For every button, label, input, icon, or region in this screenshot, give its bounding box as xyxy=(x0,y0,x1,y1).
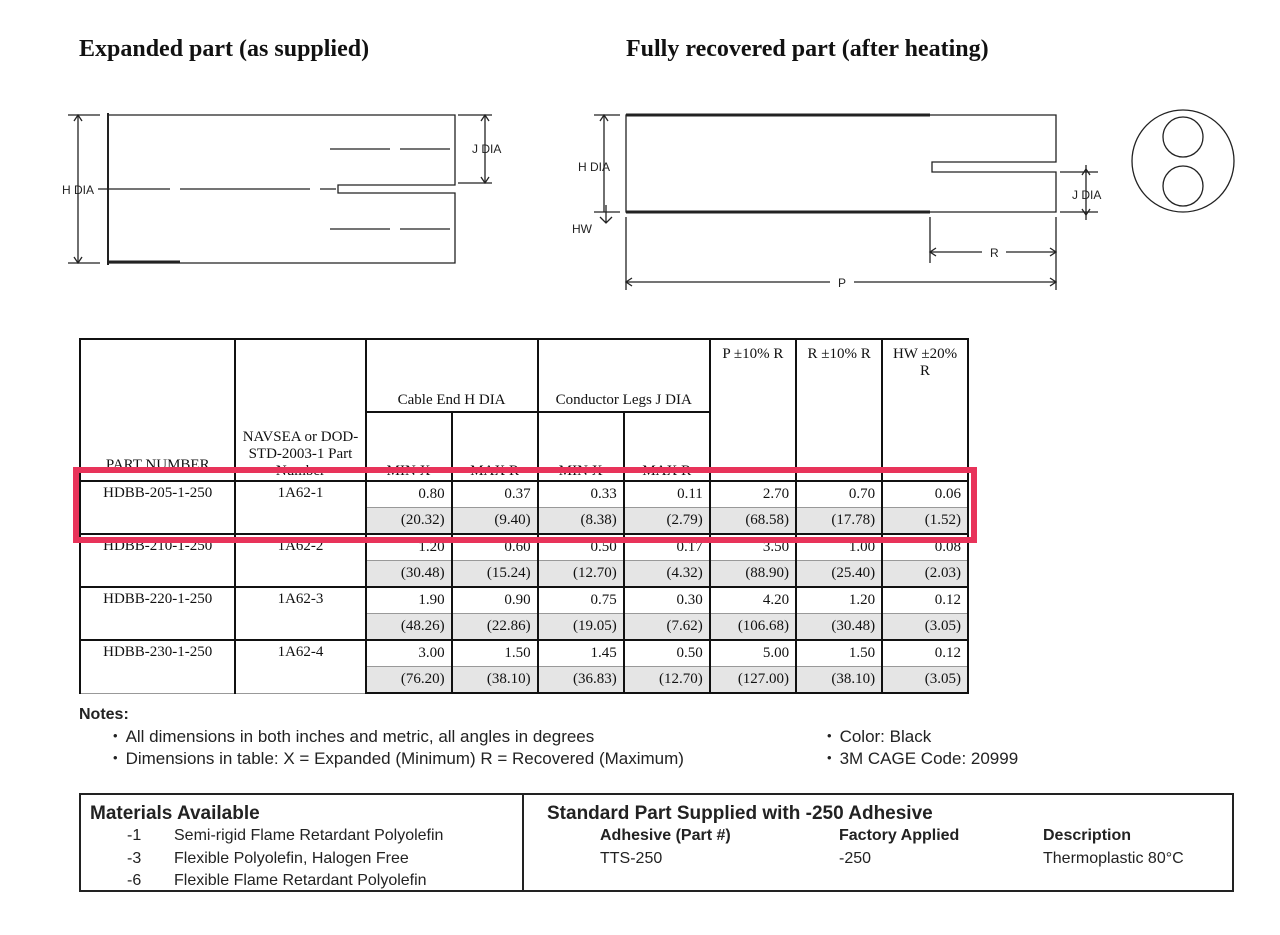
metric-value-cell: (12.70) xyxy=(538,561,624,588)
factory-value: -250 xyxy=(839,850,872,867)
metric-value-cell: (48.26) xyxy=(366,614,452,641)
part-number-cell: HDBB-220-1-250 xyxy=(80,587,235,640)
material-desc: Flexible Flame Retardant Polyolefin xyxy=(174,872,427,889)
inch-value-cell: 0.90 xyxy=(452,587,538,614)
j-dia-label-recovered: J DIA xyxy=(1072,188,1102,202)
navsea-cell: 1A62-1 xyxy=(235,481,365,534)
metric-value-cell: (3.05) xyxy=(882,614,968,641)
material-desc: Flexible Polyolefin, Halogen Free xyxy=(174,850,409,867)
part-number-cell: HDBB-205-1-250 xyxy=(80,481,235,534)
j-dia-label: J DIA xyxy=(472,142,502,156)
navsea-cell: 1A62-3 xyxy=(235,587,365,640)
material-code: -1 xyxy=(127,827,142,844)
header-max-r: MAX R xyxy=(624,412,710,481)
metric-value-cell: (20.32) xyxy=(366,508,452,535)
inch-value-cell: 1.50 xyxy=(796,640,882,667)
inch-value-cell: 0.06 xyxy=(882,481,968,508)
part-number-cell: HDBB-210-1-250 xyxy=(80,534,235,587)
col-description-header: Description xyxy=(1043,827,1132,844)
inch-value-cell: 2.70 xyxy=(710,481,796,508)
material-code: -6 xyxy=(127,872,142,889)
metric-value-cell: (68.58) xyxy=(710,508,796,535)
metric-value-cell: (22.86) xyxy=(452,614,538,641)
inch-value-cell: 1.20 xyxy=(796,587,882,614)
metric-value-cell: (30.48) xyxy=(796,614,882,641)
table-row xyxy=(80,587,968,614)
note-item: • Dimensions in table: X = Expanded (Minimum) R = Recovered (Maximum) xyxy=(113,747,684,769)
inch-value-cell: 3.00 xyxy=(366,640,452,667)
r-label: R xyxy=(990,246,999,260)
material-code: -3 xyxy=(127,850,142,867)
table-row xyxy=(80,534,968,561)
metric-value-cell: (17.78) xyxy=(796,508,882,535)
notes-left xyxy=(113,725,684,769)
description-value: Thermoplastic 80°C xyxy=(1043,850,1184,867)
metric-value-cell: (12.70) xyxy=(624,667,710,694)
col-adhesive-header: Adhesive (Part #) xyxy=(600,827,731,844)
hw-label: HW xyxy=(572,222,592,236)
metric-value-cell: (88.90) xyxy=(710,561,796,588)
expanded-part-drawing xyxy=(60,105,520,275)
inch-value-cell: 1.45 xyxy=(538,640,624,667)
metric-value-cell: (19.05) xyxy=(538,614,624,641)
metric-value-cell: (106.68) xyxy=(710,614,796,641)
metric-value-cell: (7.62) xyxy=(624,614,710,641)
notes-heading: Notes: xyxy=(79,706,129,723)
metric-value-cell: (38.10) xyxy=(452,667,538,694)
navsea-cell: 1A62-2 xyxy=(235,534,365,587)
table-row xyxy=(80,640,968,667)
recovered-part-drawing xyxy=(570,105,1250,300)
navsea-cell: 1A62-4 xyxy=(235,640,365,693)
adhesive-value: TTS-250 xyxy=(600,850,663,867)
metric-value-cell: (36.83) xyxy=(538,667,624,694)
note-item: • Color: Black xyxy=(827,725,1018,747)
col-factory-header: Factory Applied xyxy=(839,827,960,844)
metric-value-cell: (76.20) xyxy=(366,667,452,694)
inch-value-cell: 0.80 xyxy=(366,481,452,508)
material-desc: Semi-rigid Flame Retardant Polyolefin xyxy=(174,827,444,844)
h-dia-label: H DIA xyxy=(62,183,95,197)
note-item: • 3M CAGE Code: 20999 xyxy=(827,747,1018,769)
inch-value-cell: 0.50 xyxy=(624,640,710,667)
metric-value-cell: (127.00) xyxy=(710,667,796,694)
inch-value-cell: 0.50 xyxy=(538,534,624,561)
header-r: R ±10% R xyxy=(796,339,882,481)
metric-value-cell: (2.79) xyxy=(624,508,710,535)
table-row xyxy=(80,481,968,508)
inch-value-cell: 1.20 xyxy=(366,534,452,561)
header-hw: HW ±20% R xyxy=(882,339,968,481)
header-min-x: MIN X xyxy=(366,412,452,481)
materials-heading: Materials Available xyxy=(90,803,260,824)
header-min-x: MIN X xyxy=(538,412,624,481)
header-p: P ±10% R xyxy=(710,339,796,481)
inch-value-cell: 0.11 xyxy=(624,481,710,508)
recovered-part-title: Fully recovered part (after heating) xyxy=(626,36,989,62)
header-navsea: NAVSEA or DOD-STD-2003-1 Part Number xyxy=(235,339,365,481)
h-dia-label-recovered: H DIA xyxy=(578,160,611,174)
inch-value-cell: 0.08 xyxy=(882,534,968,561)
dimensions-table xyxy=(79,338,969,694)
inch-value-cell: 4.20 xyxy=(710,587,796,614)
inch-value-cell: 1.00 xyxy=(796,534,882,561)
header-max-r: MAX R xyxy=(452,412,538,481)
inch-value-cell: 1.90 xyxy=(366,587,452,614)
note-item: • All dimensions in both inches and metric, all angles in degrees xyxy=(113,725,684,747)
inch-value-cell: 3.50 xyxy=(710,534,796,561)
metric-value-cell: (1.52) xyxy=(882,508,968,535)
inch-value-cell: 0.33 xyxy=(538,481,624,508)
metric-value-cell: (2.03) xyxy=(882,561,968,588)
inch-value-cell: 0.60 xyxy=(452,534,538,561)
inch-value-cell: 5.00 xyxy=(710,640,796,667)
header-conductor-legs: Conductor Legs J DIA xyxy=(538,339,710,412)
metric-value-cell: (9.40) xyxy=(452,508,538,535)
notes-right xyxy=(827,725,1018,769)
materials-box xyxy=(79,793,1234,892)
inch-value-cell: 0.75 xyxy=(538,587,624,614)
metric-value-cell: (3.05) xyxy=(882,667,968,694)
inch-value-cell: 0.70 xyxy=(796,481,882,508)
expanded-part-title: Expanded part (as supplied) xyxy=(79,36,370,62)
inch-value-cell: 0.30 xyxy=(624,587,710,614)
inch-value-cell: 0.12 xyxy=(882,587,968,614)
metric-value-cell: (8.38) xyxy=(538,508,624,535)
inch-value-cell: 0.37 xyxy=(452,481,538,508)
p-label: P xyxy=(838,276,847,290)
metric-value-cell: (4.32) xyxy=(624,561,710,588)
metric-value-cell: (38.10) xyxy=(796,667,882,694)
header-part-number: PART NUMBER xyxy=(80,339,235,481)
materials-divider xyxy=(522,795,524,890)
standard-part-heading: Standard Part Supplied with -250 Adhesive xyxy=(547,803,933,824)
metric-value-cell: (15.24) xyxy=(452,561,538,588)
part-number-cell: HDBB-230-1-250 xyxy=(80,640,235,693)
metric-value-cell: (25.40) xyxy=(796,561,882,588)
inch-value-cell: 0.12 xyxy=(882,640,968,667)
inch-value-cell: 1.50 xyxy=(452,640,538,667)
inch-value-cell: 0.17 xyxy=(624,534,710,561)
metric-value-cell: (30.48) xyxy=(366,561,452,588)
header-cable-end: Cable End H DIA xyxy=(366,339,538,412)
